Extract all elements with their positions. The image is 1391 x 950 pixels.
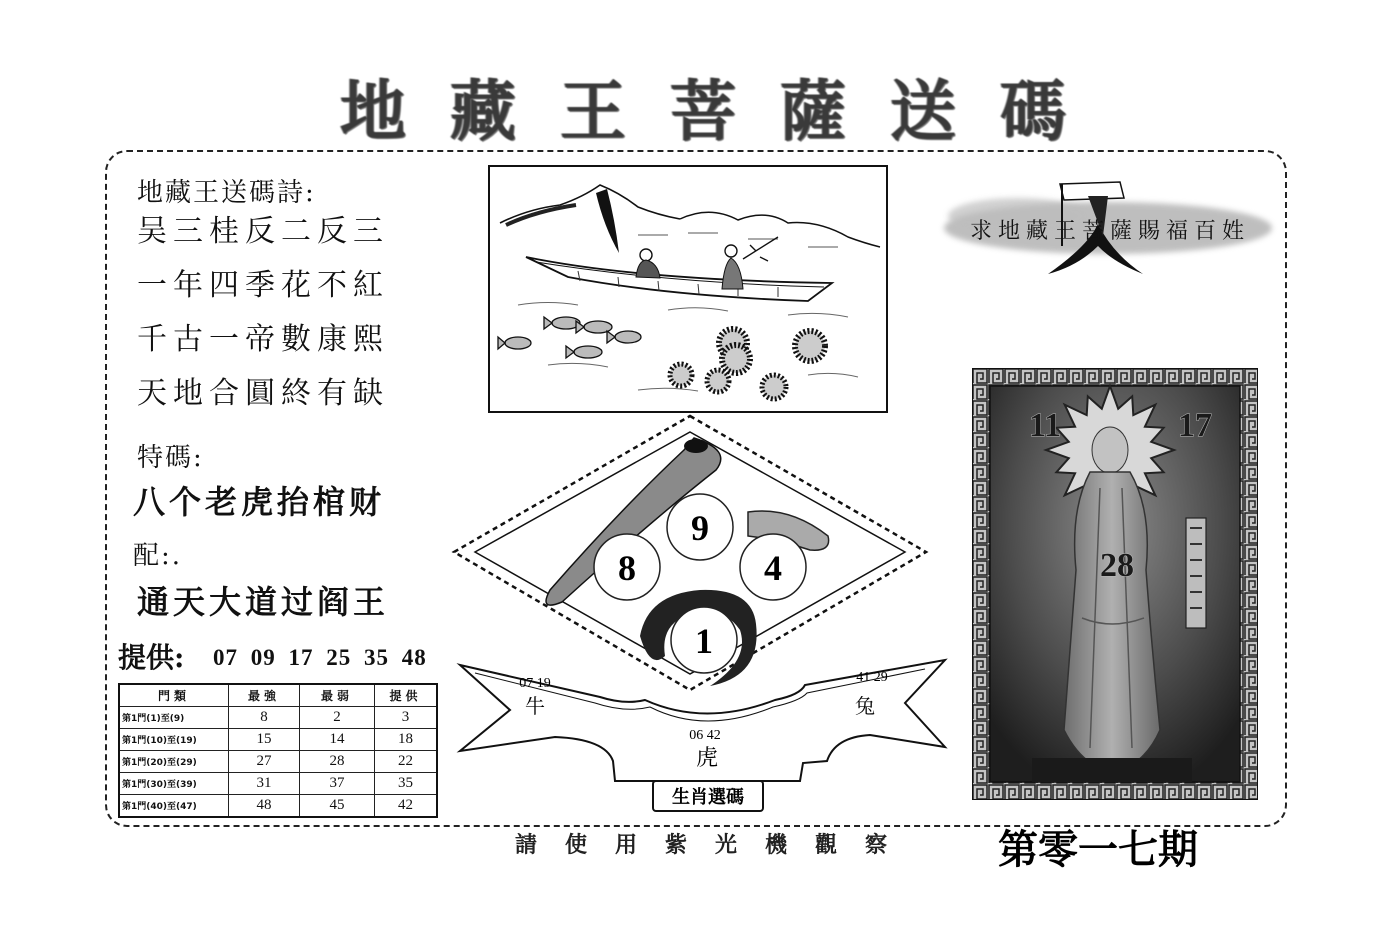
pairing-text: 通天大道过阎王 bbox=[137, 583, 390, 621]
prayer-text: 求地藏王菩薩賜福百姓 bbox=[970, 219, 1251, 244]
provided-label: 提供: bbox=[118, 641, 185, 674]
table-row bbox=[119, 707, 437, 729]
boat-illustration bbox=[488, 165, 888, 413]
special-code-heading: 特碼: bbox=[137, 443, 204, 473]
table-header-cell: 門類 bbox=[119, 684, 229, 707]
circle-left bbox=[594, 534, 660, 600]
table-cell: 27 bbox=[229, 751, 300, 773]
door-table bbox=[118, 683, 438, 818]
number-diamond bbox=[450, 410, 930, 695]
table-header-cell: 最強 bbox=[229, 684, 300, 707]
diamond-number-bottom: 1 bbox=[695, 621, 713, 661]
poem-line: 千古一帝數康熙 bbox=[137, 322, 389, 357]
table-header-cell: 提供 bbox=[375, 684, 438, 707]
table-cell: 第1門(1)至(9) bbox=[119, 707, 229, 729]
tiger-numbers: 06 42 bbox=[689, 728, 721, 743]
table-cell: 第1門(20)至(29) bbox=[119, 751, 229, 773]
table-cell: 45 bbox=[300, 795, 375, 818]
table-cell: 15 bbox=[229, 729, 300, 751]
diamond-number-right: 4 bbox=[764, 548, 782, 588]
poem-line: 天地合圓終有缺 bbox=[137, 376, 389, 411]
table-cell: 31 bbox=[229, 773, 300, 795]
table-cell: 42 bbox=[375, 795, 438, 818]
table-cell: 3 bbox=[375, 707, 438, 729]
poem-line: 一年四季花不紅 bbox=[137, 268, 389, 303]
poem-line: 吴三桂反二反三 bbox=[137, 214, 389, 249]
statue-number-right: 17 bbox=[1178, 407, 1212, 444]
statue-number-left: 11 bbox=[1028, 407, 1062, 444]
table-cell: 第1門(30)至(39) bbox=[119, 773, 229, 795]
zodiac-ribbon bbox=[455, 655, 950, 815]
table-row bbox=[119, 751, 437, 773]
provided-numbers: 07 09 17 25 35 48 bbox=[213, 645, 427, 670]
table-row bbox=[119, 773, 437, 795]
table-cell: 第1門(10)至(19) bbox=[119, 729, 229, 751]
page-title: 地藏王菩薩送碼 bbox=[340, 72, 1110, 150]
poem-heading: 地藏王送碼詩: bbox=[137, 178, 316, 208]
table-cell: 37 bbox=[300, 773, 375, 795]
table-cell: 22 bbox=[375, 751, 438, 773]
rabbit-numbers: 41 29 bbox=[856, 670, 888, 685]
table-cell: 第1門(40)至(47) bbox=[119, 795, 229, 818]
special-code-text: 八个老虎抬棺财 bbox=[133, 483, 386, 521]
table-cell: 48 bbox=[229, 795, 300, 818]
issue-number: 第零一七期 bbox=[998, 827, 1198, 873]
statue-number-center: 28 bbox=[1100, 547, 1134, 584]
table-cell: 35 bbox=[375, 773, 438, 795]
uv-notice: 請使用紫光機觀察 bbox=[515, 832, 916, 858]
table-header-cell: 最弱 bbox=[300, 684, 375, 707]
table-cell: 28 bbox=[300, 751, 375, 773]
diamond-number-top: 9 bbox=[691, 508, 709, 548]
diamond-number-left: 8 bbox=[618, 548, 636, 588]
rabbit-label-text: 兔 bbox=[855, 696, 875, 718]
ox-label: 牛 bbox=[525, 696, 545, 718]
circle-right bbox=[740, 534, 806, 600]
table-row bbox=[119, 795, 437, 818]
table-cell: 2 bbox=[300, 707, 375, 729]
table-cell: 14 bbox=[300, 729, 375, 751]
tiger-label: 虎 bbox=[695, 745, 719, 770]
table-header-row bbox=[119, 684, 437, 707]
table-row bbox=[119, 729, 437, 751]
table-cell: 18 bbox=[375, 729, 438, 751]
table-cell: 8 bbox=[229, 707, 300, 729]
ox-numbers: 07 19 bbox=[519, 676, 551, 691]
circle-top bbox=[667, 494, 733, 560]
zodiac-caption: 生肖選碼 bbox=[672, 787, 744, 807]
pairing-heading: 配:. bbox=[133, 541, 183, 571]
statue-picture bbox=[972, 368, 1258, 800]
